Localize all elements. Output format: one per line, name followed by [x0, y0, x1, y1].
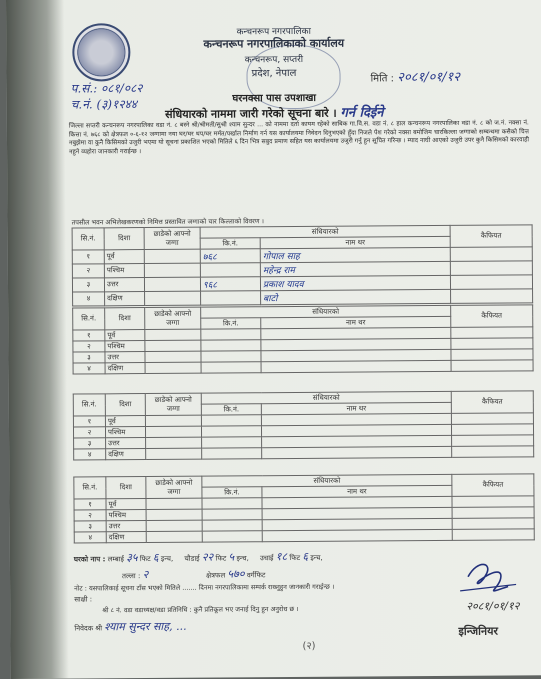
row-own-land	[144, 263, 200, 277]
col-remarks: कैफियत	[451, 305, 533, 328]
row-own-land	[145, 340, 201, 351]
row-own-land	[145, 329, 201, 340]
col-name: नाम थर	[261, 402, 451, 414]
row-plot-no	[202, 498, 262, 509]
row-remarks	[452, 446, 534, 458]
floors-area-line: तल्ला : २ क्षेत्रफल ५७० वर्गफिट	[121, 567, 266, 582]
row-direction: दक्षिण	[106, 449, 146, 460]
col-sn: सि.नं.	[74, 477, 106, 499]
row-name: गोपाल साह	[260, 247, 450, 262]
row-sn: २	[72, 264, 104, 278]
ref-pa-sa: प.सं.: ०८१/०८२	[70, 81, 143, 96]
row-remarks	[451, 349, 533, 361]
row-sn: २	[73, 427, 105, 438]
col-direction: दिशा	[106, 477, 146, 499]
row-plot-no	[201, 426, 261, 437]
row-remarks	[452, 496, 534, 508]
row-own-land	[146, 498, 202, 509]
col-sn: सि.नं.	[72, 228, 104, 250]
witness-label: साक्षी :	[74, 595, 93, 604]
row-direction: दक्षिण	[106, 532, 146, 543]
row-direction: पूर्व	[105, 330, 145, 341]
row-remarks	[451, 289, 533, 304]
row-direction: पूर्व	[104, 250, 144, 264]
signature-date: २०८१/०१/१२	[466, 599, 520, 613]
row-sn: ४	[74, 532, 106, 543]
row-sn: १	[74, 499, 106, 510]
row-plot-no: ९६८	[200, 277, 260, 291]
col-sn: सि.नं.	[73, 308, 105, 330]
row-sn: ४	[73, 363, 105, 374]
row-direction: पश्चिम	[105, 427, 145, 438]
col-plot-no: कि.नं.	[201, 318, 261, 329]
row-direction: पूर्व	[105, 416, 145, 427]
row-sn: ४	[73, 292, 105, 306]
col-neighbour: संधियारको	[201, 391, 451, 404]
row-plot-no: ७६८	[200, 249, 260, 263]
row-own-land	[146, 520, 202, 531]
row-remarks	[451, 413, 533, 425]
row-remarks	[452, 529, 534, 541]
row-own-land	[146, 448, 202, 459]
row-direction: पूर्व	[106, 499, 146, 510]
table-row	[73, 289, 533, 306]
row-plot-no	[200, 263, 260, 277]
applicant-line: निवेदक श्री श्याम सुन्दर साह, ...	[74, 619, 187, 634]
row-sn: ३	[74, 438, 106, 449]
row-own-land	[145, 351, 201, 362]
col-neighbour: संधियारको	[202, 474, 452, 487]
row-plot-no	[201, 362, 261, 373]
row-remarks	[452, 435, 534, 447]
row-direction: उत्तर	[106, 521, 146, 532]
row-name: महेन्द्र राम	[260, 261, 450, 276]
row-name	[262, 446, 452, 458]
header-line3: कन्चनरूप, सप्तरी	[244, 54, 304, 66]
boundary-table	[72, 224, 534, 306]
boundary-table	[73, 390, 534, 460]
row-own-land	[146, 509, 202, 520]
row-direction: दक्षिण	[105, 363, 145, 374]
ref-cha-na: च.नं. (३)१२४४	[70, 97, 138, 112]
header-line2: कन्चनरूप नगरपालिकाको कार्यालय	[203, 36, 345, 51]
row-remarks	[450, 261, 532, 276]
row-plot-no	[201, 329, 261, 340]
row-own-land	[146, 437, 202, 448]
col-plot-no: कि.नं.	[201, 404, 261, 415]
row-own-land	[145, 291, 201, 305]
notice-page	[6, 0, 541, 679]
page-number: (२)	[302, 640, 316, 652]
row-sn: ३	[74, 521, 106, 532]
row-name: बाटो	[261, 289, 451, 304]
col-plot-no: कि.नं.	[200, 238, 260, 249]
col-remarks: कैफियत	[450, 225, 532, 248]
col-direction: दिशा	[105, 308, 145, 330]
row-own-land	[146, 531, 202, 542]
row-plot-no	[202, 520, 262, 531]
col-plot-no: कि.नं.	[202, 487, 262, 498]
col-name: नाम थर	[261, 316, 451, 328]
row-remarks	[451, 338, 533, 350]
col-neighbour: संधियारको	[201, 305, 451, 318]
boundary-table	[73, 473, 534, 543]
row-name: प्रकाश यादव	[260, 275, 450, 290]
row-remarks	[451, 360, 533, 372]
row-direction: दक्षिण	[105, 292, 145, 306]
header-line1: कन्चनरूप नगरपालिका	[236, 26, 311, 38]
note-line: नोट : यसपालिकाई सूचना टाँस भएको मितिले ....... दिनमा नगरपालिकामा सम्पर्क राख्नुहुन जानकारी गराईन्छ ।	[74, 582, 335, 593]
engineer-title: इन्जिनियर	[458, 624, 498, 638]
col-neighbour: संधियारको	[200, 225, 450, 238]
row-own-land	[145, 362, 201, 373]
row-sn: २	[74, 510, 106, 521]
row-remarks	[452, 518, 534, 530]
row-sn: ३	[73, 352, 105, 363]
row-plot-no	[202, 531, 262, 542]
row-remarks	[451, 327, 533, 339]
row-own-land	[144, 277, 200, 291]
section-title: घरनक्सा पास उपशाखा	[232, 92, 317, 105]
col-own-land: छाडेको आफ्नो जग्गा	[146, 476, 202, 498]
notice-subject: संधियारको नाममा जारी गरेको सूचना बारे । गर्न दिईने	[165, 105, 384, 121]
row-direction: उत्तर	[106, 438, 146, 449]
date: मिति : २०८१/०१/१२	[370, 69, 461, 86]
table-row	[74, 529, 534, 543]
witness-line: श्री ८ नं. वडा वडाध्यक्ष/वडा प्रतिनिधि : कुनै प्रतिकूल भए जनाई दिनु हुन अनुरोध छ ।	[102, 604, 299, 615]
row-direction: उत्तर	[104, 278, 144, 292]
row-own-land	[145, 415, 201, 426]
row-own-land	[144, 249, 200, 263]
row-direction: उत्तर	[105, 352, 145, 363]
row-plot-no	[201, 291, 261, 305]
col-name: नाम थर	[262, 485, 452, 497]
col-direction: दिशा	[105, 394, 145, 416]
row-plot-no	[201, 415, 261, 426]
table-caption: तपसील भवन अभिलेखकरणको निमित्त प्रस्तावित जग्गाको चार किल्लाको विवरण ।	[71, 217, 265, 227]
notice-body: जिल्ला सप्तरी कन्चनरूप नगरपालिका वडा नं. ८ बस्ने श्री/श्रीमती/सुश्री श्याम सुन्दर ... को नाममा दर्ता कायम रहेको साबिक गा.वि.स. वडा नं. ८ हाल कन्चनरूप नगरपालिका वडा नं. ८ को ज.नं. नक्सा नं. कित्ता नं. ७६८ को क्षेत्रफल ०-६-१२ जग्गामा नया घर/घर थप/घर मर्मत/पर्खाल निर्माण गर्न यस कार्यालयमा निवेदन दिनुभएको हुँदा निजले पेश गरेको नक्सा बमोजिम चारकिल्ला जग्गाको सम्बन्धमा कसैको चित्त नबुझेमा वा कुनै किसिमको उजुरी भएमा यो सूचना प्रकाशित भएको मितिले ६ दिन भित्र सबुद प्रमाण सहित यस कार्यालयमा उजुरी गर्नु हुन सूचित गरिन्छ । म्याद नाघी आएको उजुरी उपर कुनै किसिमको कारवाही नहुने व्यहोरा जानकारी गराईन्छ ।	[68, 119, 530, 156]
row-sn: ३	[72, 278, 104, 292]
header-line4: प्रदेश, नेपाल	[251, 67, 297, 80]
row-name	[261, 360, 451, 372]
col-sn: सि.नं.	[73, 394, 105, 416]
row-sn: २	[73, 341, 105, 352]
row-direction: पश्चिम	[105, 341, 145, 352]
row-remarks	[450, 247, 532, 262]
row-sn: १	[73, 330, 105, 341]
row-sn: १	[73, 416, 105, 427]
row-remarks	[452, 507, 534, 519]
col-own-land: छाडेको आफ्नो जग्गा	[144, 227, 200, 249]
row-direction: पश्चिम	[104, 264, 144, 278]
row-plot-no	[202, 509, 262, 520]
col-own-land: छाडेको आफ्नो जग्गा	[145, 393, 201, 415]
boundary-table	[72, 304, 533, 374]
row-remarks	[450, 275, 532, 290]
table-row	[74, 446, 534, 460]
col-remarks: कैफियत	[451, 391, 533, 414]
table-row	[73, 360, 533, 374]
col-name: नाम थर	[260, 236, 450, 248]
col-direction: दिशा	[104, 228, 144, 250]
row-sn: ४	[74, 449, 106, 460]
col-own-land: छाडेको आफ्नो जग्गा	[145, 307, 201, 329]
col-remarks: कैफियत	[452, 474, 534, 497]
row-direction: पश्चिम	[106, 510, 146, 521]
row-name	[262, 529, 452, 541]
row-plot-no	[201, 351, 261, 362]
measurement-line: घरको नाप : लम्बाई ३५ फिट ६ इन्च, चौडाई २२ फिट ५ इन्च, उचाई १८ फिट ६ इन्च,	[73, 549, 323, 565]
row-sn: १	[72, 250, 104, 264]
row-own-land	[145, 426, 201, 437]
row-remarks	[451, 424, 533, 436]
row-plot-no	[202, 437, 262, 448]
row-plot-no	[202, 448, 262, 459]
row-plot-no	[201, 340, 261, 351]
